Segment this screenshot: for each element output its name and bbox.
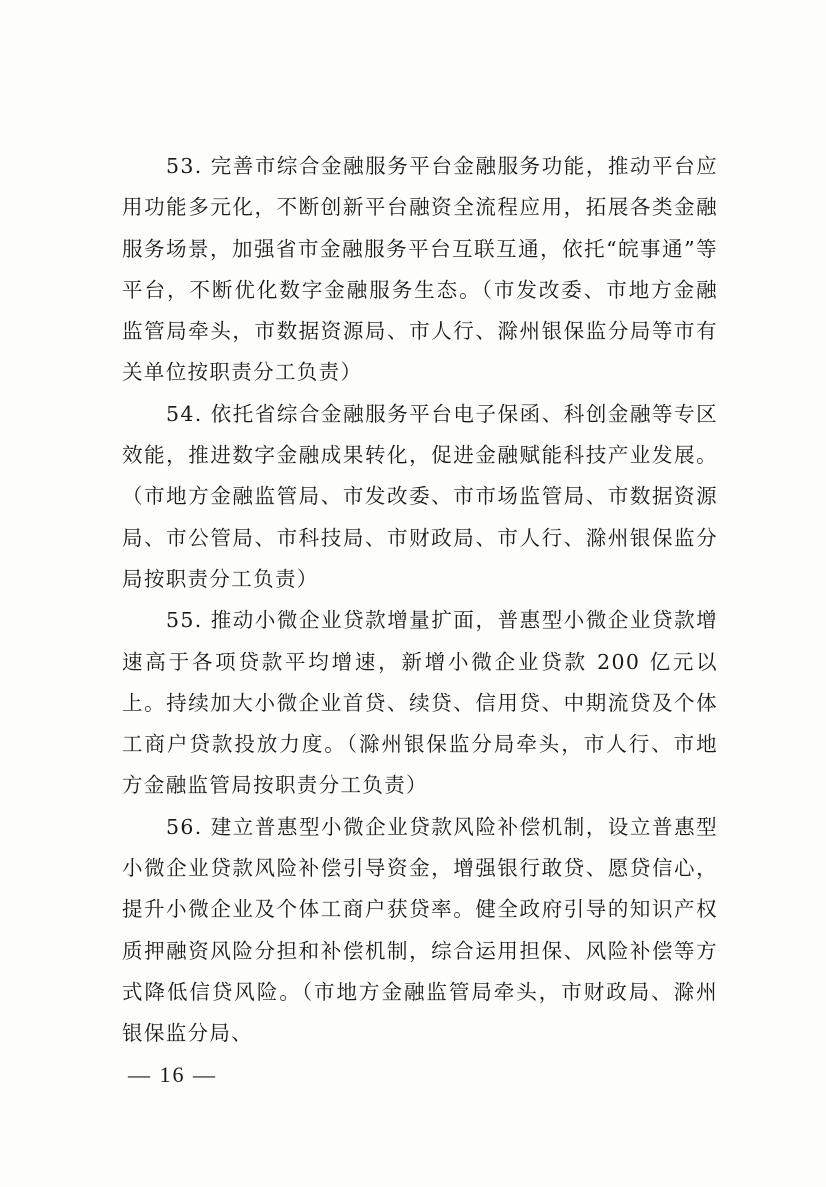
page-number: — 16 — — [128, 1062, 217, 1087]
paragraph-55: 55. 推动小微企业贷款增量扩面，普惠型小微企业贷款增速高于各项贷款平均增速，新增小微企业贷款 200 亿元以上。持续加大小微企业首贷、续贷、信用贷、中期流贷及个体工商户贷款投放力度。（滁州银保监分局牵头，市人行、市地方金融监管局按职责分工负责） — [122, 608, 718, 798]
paragraph-53: 53. 完善市综合金融服务平台金融服务功能，推动平台应用功能多元化，不断创新平台融资全流程应用，拓展各类金融服务场景，加强省市金融服务平台互联互通，依托“皖事通”等平台，不断优化数字金融服务生态。（市发改委、市地方金融监管局牵头，市数据资源局、市人行、滁州银保监分局等市有关单位按职责分工负责） — [122, 154, 718, 385]
paragraph-54: 54. 依托省综合金融服务平台电子保函、科创金融等专区效能，推进数字金融成果转化，促进金融赋能科技产业发展。（市地方金融监管局、市发改委、市市场监管局、市数据资源局、市公管局、市科技局、市财政局、市人行、滁州银保监分局按职责分工负责） — [122, 401, 718, 591]
document-body — [122, 146, 718, 1055]
paragraph-56: 56. 建立普惠型小微企业贷款风险补偿机制，设立普惠型小微企业贷款风险补偿引导资金，增强银行敢贷、愿贷信心，提升小微企业及个体工商户获贷率。健全政府引导的知识产权质押融资风险分担和补偿机制，综合运用担保、风险补偿等方式降低信贷风险。（市地方金融监管局牵头，市财政局、滁州银保监分局、 — [122, 814, 718, 1046]
